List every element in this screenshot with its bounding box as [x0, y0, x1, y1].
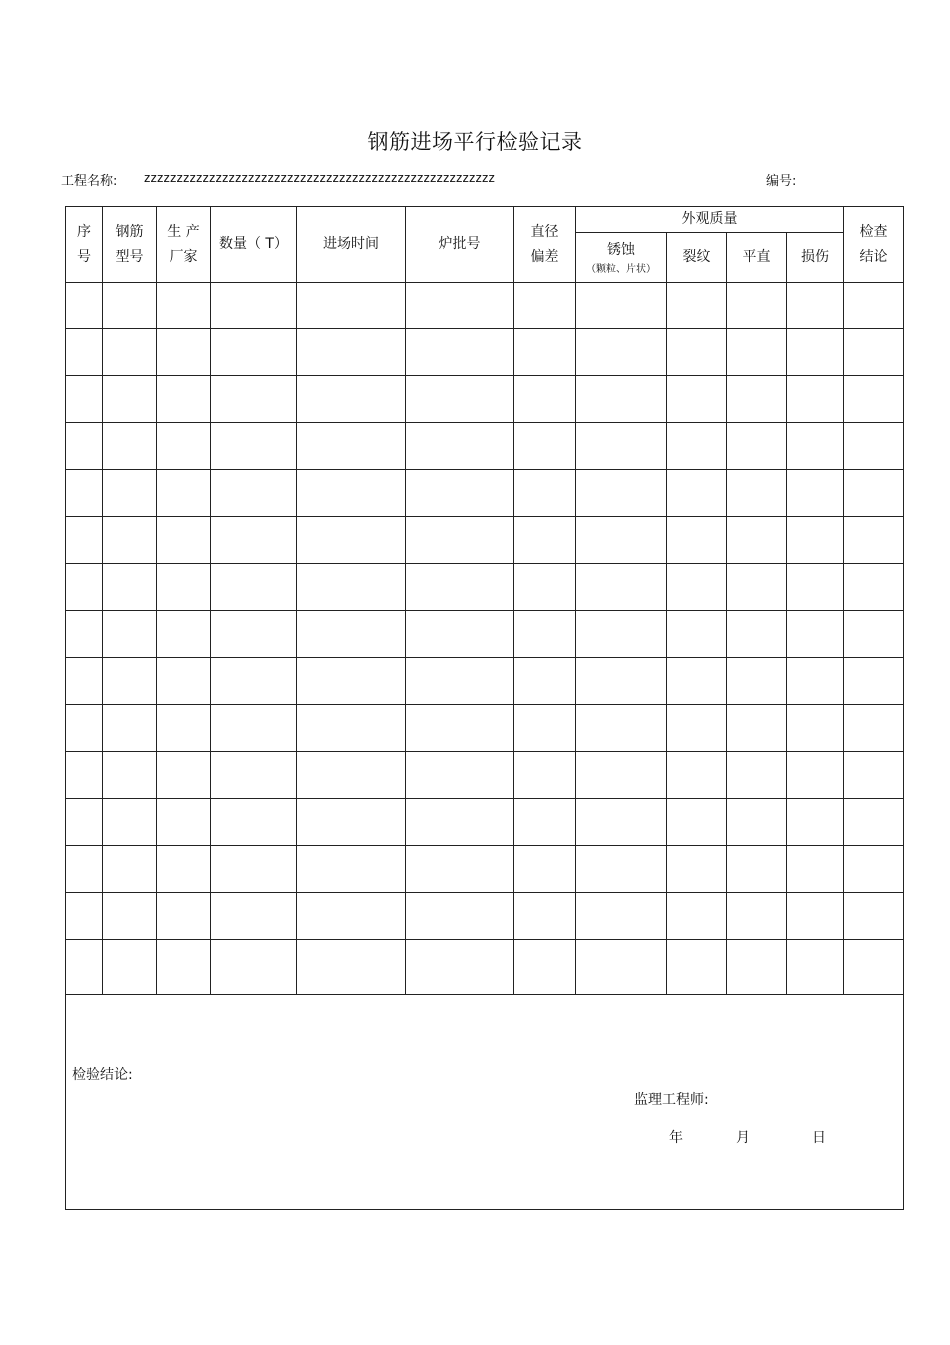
table-cell[interactable] [514, 283, 576, 329]
table-cell[interactable] [297, 376, 406, 423]
table-cell[interactable] [66, 283, 103, 329]
table-cell[interactable] [576, 940, 667, 995]
table-cell[interactable] [844, 564, 904, 611]
table-cell[interactable] [727, 846, 787, 893]
table-cell[interactable] [211, 611, 297, 658]
table-row [66, 564, 904, 611]
table-cell[interactable] [787, 376, 844, 423]
table-cell[interactable] [667, 470, 727, 517]
table-cell[interactable] [576, 564, 667, 611]
table-cell[interactable] [576, 517, 667, 564]
table-cell[interactable] [297, 470, 406, 517]
table-cell[interactable] [406, 940, 514, 995]
table-cell[interactable] [406, 470, 514, 517]
date-month-label: 月 [736, 1130, 750, 1146]
table-cell[interactable] [787, 658, 844, 705]
table-cell[interactable] [514, 893, 576, 940]
table-cell[interactable] [66, 423, 103, 470]
footer-row [66, 995, 904, 1210]
table-cell[interactable] [211, 329, 297, 376]
table-cell[interactable] [576, 705, 667, 752]
table-cell[interactable] [667, 423, 727, 470]
table-cell[interactable] [157, 846, 211, 893]
data-rows [66, 283, 904, 995]
table-cell[interactable] [514, 799, 576, 846]
table-cell[interactable] [667, 658, 727, 705]
table-cell[interactable] [66, 893, 103, 940]
table-cell[interactable] [157, 705, 211, 752]
table-cell[interactable] [576, 423, 667, 470]
table-cell[interactable] [297, 893, 406, 940]
table-cell[interactable] [844, 283, 904, 329]
table-cell[interactable] [514, 470, 576, 517]
header-appearance-quality: 外观质量 [576, 207, 844, 233]
table-cell[interactable] [727, 517, 787, 564]
table-row [66, 517, 904, 564]
header-manufacturer: 生 产 厂家 [157, 207, 211, 283]
table-cell[interactable] [727, 658, 787, 705]
table-cell[interactable] [844, 893, 904, 940]
table-cell[interactable] [66, 752, 103, 799]
table-row [66, 940, 904, 995]
table-cell[interactable] [727, 940, 787, 995]
table-cell[interactable] [103, 283, 157, 329]
table-cell[interactable] [787, 564, 844, 611]
table-cell[interactable] [787, 799, 844, 846]
table-cell[interactable] [66, 470, 103, 517]
table-cell[interactable] [103, 564, 157, 611]
table-cell[interactable] [211, 517, 297, 564]
header-diameter-deviation: 直径 偏差 [514, 207, 576, 283]
table-cell[interactable] [66, 658, 103, 705]
table-cell[interactable] [514, 329, 576, 376]
table-cell[interactable] [514, 423, 576, 470]
table-cell[interactable] [576, 893, 667, 940]
table-cell[interactable] [157, 564, 211, 611]
table-cell[interactable] [103, 893, 157, 940]
table-cell[interactable] [66, 329, 103, 376]
project-name-value: zzzzzzzzzzzzzzzzzzzzzzzzzzzzzzzzzzzzzzzzzzzzzzzzzzzzzz [144, 170, 495, 185]
table-cell[interactable] [514, 517, 576, 564]
header-conclusion: 检查 结论 [844, 207, 904, 283]
table-cell[interactable] [157, 283, 211, 329]
table-cell[interactable] [787, 752, 844, 799]
table-row [66, 611, 904, 658]
table-cell[interactable] [787, 423, 844, 470]
table-cell[interactable] [406, 705, 514, 752]
table-cell[interactable] [667, 893, 727, 940]
table-cell[interactable] [211, 376, 297, 423]
header-crack: 裂纹 [667, 233, 727, 283]
date-day-label: 日 [812, 1130, 826, 1146]
table-cell[interactable] [211, 423, 297, 470]
table-cell[interactable] [844, 799, 904, 846]
table-cell[interactable] [667, 517, 727, 564]
table-row [66, 329, 904, 376]
table-cell[interactable] [514, 705, 576, 752]
table-cell[interactable] [727, 564, 787, 611]
table-cell[interactable] [787, 846, 844, 893]
table-cell[interactable] [727, 329, 787, 376]
table-cell[interactable] [514, 564, 576, 611]
table-cell[interactable] [406, 846, 514, 893]
table-cell[interactable] [844, 611, 904, 658]
table-cell[interactable] [667, 846, 727, 893]
table-row [66, 846, 904, 893]
table-cell[interactable] [211, 470, 297, 517]
table-cell[interactable] [844, 940, 904, 995]
table-cell[interactable] [576, 329, 667, 376]
header-batch-number: 炉批号 [406, 207, 514, 283]
table-cell[interactable] [157, 799, 211, 846]
table-cell[interactable] [297, 705, 406, 752]
table-cell[interactable] [727, 893, 787, 940]
header-rebar-type: 钢筋 型号 [103, 207, 157, 283]
table-cell[interactable] [103, 658, 157, 705]
table-cell[interactable] [667, 564, 727, 611]
table-cell[interactable] [844, 329, 904, 376]
table-cell[interactable] [514, 940, 576, 995]
table-cell[interactable] [103, 329, 157, 376]
table-cell[interactable] [297, 799, 406, 846]
table-cell[interactable] [787, 470, 844, 517]
table-cell[interactable] [157, 423, 211, 470]
table-cell[interactable] [406, 517, 514, 564]
table-cell[interactable] [297, 283, 406, 329]
table-cell[interactable] [297, 752, 406, 799]
table-cell[interactable] [406, 752, 514, 799]
table-cell[interactable] [66, 940, 103, 995]
table-cell[interactable] [211, 283, 297, 329]
table-cell[interactable] [103, 517, 157, 564]
table-cell[interactable] [66, 611, 103, 658]
table-cell[interactable] [211, 752, 297, 799]
footer-cell [66, 995, 904, 1210]
table-cell[interactable] [211, 893, 297, 940]
table-cell[interactable] [844, 470, 904, 517]
table-row [66, 283, 904, 329]
table-cell[interactable] [66, 846, 103, 893]
table-cell[interactable] [406, 283, 514, 329]
info-row [61, 170, 821, 190]
table-cell[interactable] [103, 423, 157, 470]
table-cell[interactable] [727, 611, 787, 658]
table-cell[interactable] [667, 799, 727, 846]
table-cell[interactable] [297, 611, 406, 658]
table-cell[interactable] [157, 940, 211, 995]
table-cell[interactable] [297, 564, 406, 611]
table-cell[interactable] [667, 376, 727, 423]
table-row [66, 376, 904, 423]
table-cell[interactable] [103, 376, 157, 423]
table-cell[interactable] [727, 423, 787, 470]
date-year-label: 年 [669, 1130, 683, 1146]
table-cell[interactable] [844, 658, 904, 705]
table-cell[interactable] [406, 329, 514, 376]
table-cell[interactable] [103, 705, 157, 752]
table-cell[interactable] [727, 376, 787, 423]
record-number-label: 编号: [766, 174, 797, 189]
table-cell[interactable] [667, 329, 727, 376]
table-cell[interactable] [406, 376, 514, 423]
table-row [66, 705, 904, 752]
table-cell[interactable] [406, 423, 514, 470]
table-row [66, 893, 904, 940]
table-cell[interactable] [844, 376, 904, 423]
table-cell[interactable] [297, 423, 406, 470]
table-cell[interactable] [787, 283, 844, 329]
table-cell[interactable] [576, 752, 667, 799]
header-entry-time: 进场时间 [297, 207, 406, 283]
table-cell[interactable] [406, 611, 514, 658]
table-cell[interactable] [727, 799, 787, 846]
table-cell[interactable] [211, 799, 297, 846]
table-cell[interactable] [211, 658, 297, 705]
table-cell[interactable] [103, 846, 157, 893]
table-cell[interactable] [103, 940, 157, 995]
table-cell[interactable] [157, 893, 211, 940]
table-cell[interactable] [406, 564, 514, 611]
table-row [66, 470, 904, 517]
inspection-conclusion-label: 检验结论: [72, 1067, 133, 1083]
table-cell[interactable] [211, 846, 297, 893]
table-cell[interactable] [727, 705, 787, 752]
table-row [66, 423, 904, 470]
table-cell[interactable] [727, 752, 787, 799]
supervisor-label: 监理工程师: [634, 1092, 709, 1108]
table-cell[interactable] [727, 470, 787, 517]
table-cell[interactable] [514, 752, 576, 799]
table-row [66, 752, 904, 799]
table-cell[interactable] [576, 470, 667, 517]
table-row [66, 799, 904, 846]
table-cell[interactable] [66, 799, 103, 846]
table-cell[interactable] [667, 940, 727, 995]
table-cell[interactable] [297, 846, 406, 893]
table-cell[interactable] [66, 705, 103, 752]
table-cell[interactable] [66, 517, 103, 564]
table-cell[interactable] [844, 846, 904, 893]
table-cell[interactable] [787, 893, 844, 940]
table-cell[interactable] [157, 611, 211, 658]
table-cell[interactable] [667, 283, 727, 329]
table-cell[interactable] [576, 799, 667, 846]
document-title: 钢筋进场平行检验记录 [367, 130, 583, 154]
header-row-1 [66, 207, 904, 233]
table-cell[interactable] [787, 329, 844, 376]
header-rust-note: （颗粒、片状） [586, 264, 656, 275]
table-cell[interactable] [576, 283, 667, 329]
table-cell[interactable] [667, 611, 727, 658]
table-cell[interactable] [297, 940, 406, 995]
table-cell[interactable] [297, 517, 406, 564]
table-cell[interactable] [157, 376, 211, 423]
table-cell[interactable] [667, 752, 727, 799]
table-cell[interactable] [576, 658, 667, 705]
table-cell[interactable] [787, 611, 844, 658]
table-cell[interactable] [211, 564, 297, 611]
table-cell[interactable] [727, 283, 787, 329]
table-cell[interactable] [406, 893, 514, 940]
table-cell[interactable] [66, 376, 103, 423]
header-straightness: 平直 [727, 233, 787, 283]
table-cell[interactable] [157, 329, 211, 376]
table-cell[interactable] [157, 658, 211, 705]
table-cell[interactable] [514, 846, 576, 893]
table-cell[interactable] [667, 705, 727, 752]
table-cell[interactable] [297, 658, 406, 705]
table-cell[interactable] [787, 517, 844, 564]
table-cell[interactable] [844, 752, 904, 799]
table-cell[interactable] [576, 611, 667, 658]
table-cell[interactable] [844, 423, 904, 470]
table-cell[interactable] [844, 517, 904, 564]
table-cell[interactable] [103, 799, 157, 846]
table-cell[interactable] [514, 658, 576, 705]
table-cell[interactable] [211, 705, 297, 752]
table-cell[interactable] [576, 376, 667, 423]
header-rust: 锈蚀 （颗粒、片状） [576, 233, 667, 283]
table-cell[interactable] [844, 705, 904, 752]
header-quantity: 数量（ T） [211, 207, 297, 283]
table-cell[interactable] [157, 752, 211, 799]
table-cell[interactable] [406, 799, 514, 846]
table-cell[interactable] [157, 470, 211, 517]
table-cell[interactable] [297, 329, 406, 376]
table-cell[interactable] [787, 705, 844, 752]
table-cell[interactable] [514, 611, 576, 658]
header-damage: 损伤 [787, 233, 844, 283]
table-cell[interactable] [406, 658, 514, 705]
table-cell[interactable] [66, 564, 103, 611]
table-cell[interactable] [211, 940, 297, 995]
project-name-label: 工程名称: [61, 174, 118, 189]
table-cell[interactable] [103, 611, 157, 658]
table-row [66, 658, 904, 705]
table-cell[interactable] [103, 470, 157, 517]
inspection-table [65, 206, 904, 1210]
header-seq: 序 号 [66, 207, 103, 283]
table-cell[interactable] [514, 376, 576, 423]
table-cell[interactable] [576, 846, 667, 893]
table-cell[interactable] [157, 517, 211, 564]
table-cell[interactable] [103, 752, 157, 799]
table-cell[interactable] [787, 940, 844, 995]
